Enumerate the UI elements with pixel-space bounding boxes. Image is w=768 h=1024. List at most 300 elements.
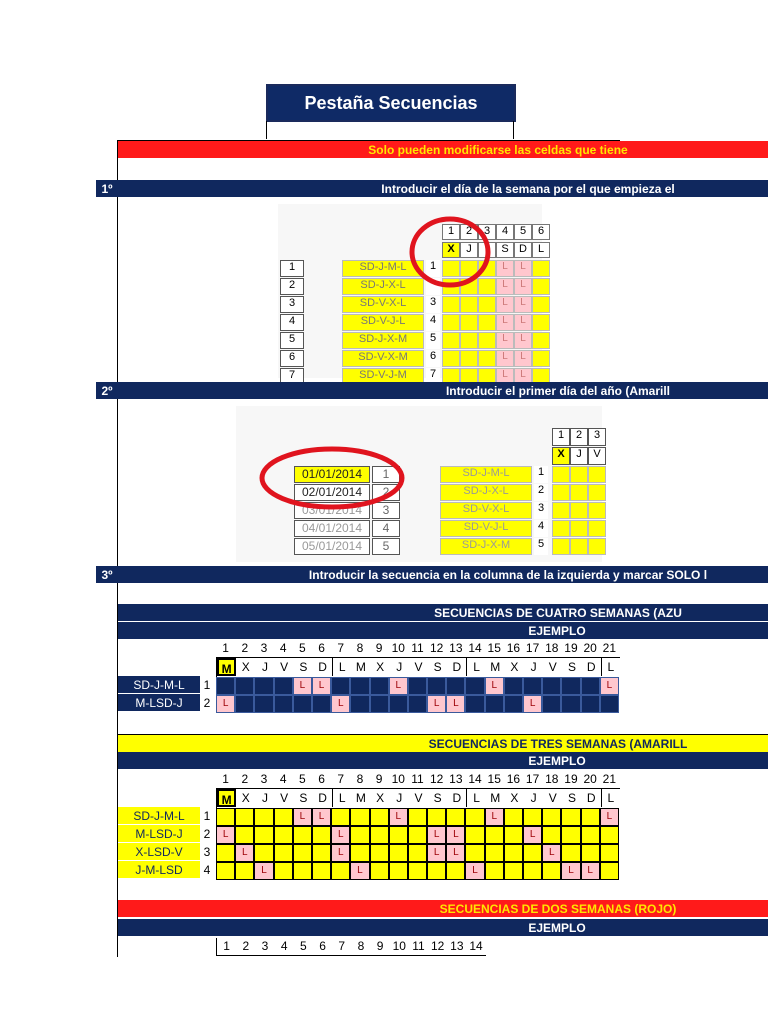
day-number: 17 (525, 772, 540, 786)
day-number: 2 (241, 772, 249, 786)
day-number: 8 (356, 641, 364, 655)
sequence-cell (504, 677, 523, 695)
sequence-cell (350, 844, 369, 862)
image-row-number: 5 (280, 332, 304, 349)
sequence-row (216, 826, 620, 844)
sequence-cell: L (446, 695, 465, 713)
step-number: 1º (96, 180, 118, 197)
day-number: 4 (280, 939, 288, 953)
image-sequence: SD-J-X-M (342, 332, 424, 349)
sequence-cell: L (216, 695, 235, 713)
day-number-row (216, 938, 486, 956)
image-col-day: J (460, 242, 478, 258)
image-cell: L (514, 278, 532, 295)
sequence-cell (350, 826, 369, 844)
sequence-cell (293, 844, 312, 862)
image-col-number: 1 (442, 224, 460, 240)
sequence-cell (312, 695, 331, 713)
image-sequence: SD-V-X-L (440, 502, 532, 519)
sequence-cell (446, 862, 465, 880)
sequence-cell: L (485, 677, 504, 695)
weekday-cell: S (567, 791, 576, 805)
day-number: 6 (319, 939, 326, 953)
day-number: 16 (506, 641, 521, 655)
day-number: 4 (279, 641, 287, 655)
sequence-cell (485, 862, 504, 880)
image-cell: L (496, 278, 514, 295)
weekday-cell: X (241, 791, 250, 805)
day-number: 4 (279, 772, 287, 786)
day-number: 7 (337, 641, 345, 655)
sequence-cell (389, 695, 408, 713)
sequence-cell (274, 695, 293, 713)
day-number: 6 (318, 772, 325, 786)
sequence-cell (370, 826, 389, 844)
sequence-cell: L (581, 862, 600, 880)
section-title: SECUENCIAS DE TRES SEMANAS (AMARILL (428, 736, 688, 751)
sequence-cell: L (427, 844, 446, 862)
day-number: 13 (449, 641, 463, 655)
sequence-cell (274, 808, 293, 826)
day-number: 11 (411, 772, 424, 786)
sequence-cell (542, 826, 561, 844)
sequence-cell (581, 844, 600, 862)
sequence-cell: L (389, 808, 408, 826)
sequence-cell (523, 808, 542, 826)
image-cell: L (496, 260, 514, 277)
red-circle-2 (236, 406, 602, 562)
sequence-number: 2 (203, 695, 211, 710)
day-number: 7 (338, 939, 346, 953)
image-date-index: 2 (372, 484, 400, 501)
day-number: 14 (468, 641, 482, 655)
weekday-cell: D (318, 791, 327, 805)
sequence-cell (581, 826, 600, 844)
sequence-cell (465, 695, 484, 713)
section-two-weeks-title (118, 900, 768, 917)
sequence-cell (542, 677, 561, 695)
section-title: SECUENCIAS DE DOS SEMANAS (ROJO) (439, 901, 677, 916)
sequence-label: M-LSD-J (118, 825, 200, 842)
day-number: 17 (525, 641, 540, 655)
step-number: 2º (96, 382, 118, 399)
sequence-cell (408, 862, 427, 880)
example-image-2 (236, 406, 602, 562)
sequence-cell (600, 862, 619, 880)
sequence-cell (485, 826, 504, 844)
weekday-cell: V (548, 791, 557, 805)
sequence-cell: L (331, 695, 350, 713)
weekday-cell: J (530, 791, 537, 805)
sequence-cell: L (312, 677, 331, 695)
image-cell: L (496, 368, 514, 385)
sequence-cell (542, 862, 561, 880)
image-sequence: SD-V-J-M (342, 368, 424, 385)
weekday-cell: V (280, 791, 289, 805)
image-index: 1 (534, 466, 548, 483)
sequence-cell (370, 677, 389, 695)
step-banner (118, 382, 768, 399)
example-label: EJEMPLO (528, 623, 586, 638)
sequence-cell (235, 826, 254, 844)
day-number: 19 (564, 641, 578, 655)
sequence-cell (274, 677, 293, 695)
weekday-cell: D (586, 660, 596, 674)
image-col-day: J (570, 447, 588, 465)
sequence-cell (312, 826, 331, 844)
sequence-cell (235, 695, 254, 713)
weekday-cell: X (510, 791, 519, 805)
sequence-cell (561, 844, 580, 862)
weekday-cell: S (433, 791, 442, 805)
image-index: 3 (426, 296, 440, 313)
day-number: 8 (356, 772, 364, 786)
four-weeks-calendar (133, 640, 620, 713)
weekday-cell: S (299, 660, 308, 674)
day-number: 7 (337, 772, 345, 786)
weekday-cell: V (414, 660, 423, 674)
sequence-cell (389, 862, 408, 880)
weekday-cell: J (261, 791, 268, 805)
image-sequence: SD-J-M-L (440, 466, 532, 483)
sequence-cell (427, 808, 446, 826)
image-index: 1 (426, 260, 440, 277)
image-index: 4 (426, 314, 440, 331)
sequence-cell: L (542, 844, 561, 862)
sequence-cell (446, 808, 465, 826)
sequence-cell (370, 695, 389, 713)
image-index: 5 (534, 538, 548, 555)
image-date: 05/01/2014 (294, 538, 370, 555)
weekday-cell: S (299, 791, 308, 805)
image-date: 01/01/2014 (294, 466, 370, 483)
image-cell: L (496, 314, 514, 331)
weekday-row (216, 788, 620, 808)
day-number: 18 (545, 772, 559, 786)
sequence-cell (254, 677, 273, 695)
day-number: 5 (300, 939, 307, 953)
day-number: 16 (506, 772, 521, 786)
sequence-cell (350, 808, 369, 826)
sequence-label: SD-J-M-L (118, 676, 200, 693)
sequence-cell (216, 808, 235, 826)
image-col-day: X (442, 242, 460, 258)
day-number: 3 (260, 772, 268, 786)
sequence-cell (504, 808, 523, 826)
day-number: 9 (375, 641, 383, 655)
sequence-cell: L (216, 826, 235, 844)
sequence-cell (370, 808, 389, 826)
step-text: Introducir la secuencia en la columna de la izquierda y marcar SOLO l (308, 567, 708, 582)
sequence-cell (235, 862, 254, 880)
weekday-cell: V (548, 660, 557, 674)
image-index: 4 (534, 520, 548, 537)
image-col-number: 5 (514, 224, 532, 240)
sequence-cell (293, 826, 312, 844)
image-index: 6 (426, 350, 440, 367)
sequence-cell (389, 826, 408, 844)
title-subcell (266, 121, 514, 139)
weekday-cell: M (490, 660, 501, 674)
image-sequence: SD-V-J-L (440, 520, 532, 537)
sequence-cell: L (446, 826, 465, 844)
weekday-cell: M (355, 791, 366, 805)
weekday-cell: V (414, 791, 423, 805)
sequence-cell (446, 677, 465, 695)
day-number-row (216, 640, 620, 657)
sequence-cell (274, 826, 293, 844)
sequence-label: X-LSD-V (118, 843, 200, 860)
step-text: Introducir el día de la semana por el que empieza el (381, 181, 675, 196)
weekday-cell: M (217, 789, 236, 807)
sequence-cell (561, 695, 580, 713)
sequence-cell: L (446, 844, 465, 862)
weekday-cell: J (396, 660, 403, 674)
image-row-number: 4 (280, 314, 304, 331)
weekday-cell: M (490, 791, 501, 805)
sequence-cell (408, 695, 427, 713)
sequence-cell (504, 862, 523, 880)
image-col-day: L (532, 242, 550, 258)
sequence-cell (427, 677, 446, 695)
sequence-number: 1 (203, 677, 211, 692)
sequence-cell: L (427, 695, 446, 713)
sequence-cell (561, 677, 580, 695)
image-col-number: 2 (570, 428, 588, 446)
step-text: Introducir el primer día del año (Amarill (445, 383, 671, 398)
day-number: 2 (241, 641, 249, 655)
sequence-cell: L (389, 677, 408, 695)
sequence-cell (293, 695, 312, 713)
day-number: 11 (412, 939, 425, 953)
image-index: 3 (534, 502, 548, 519)
image-date-index: 5 (372, 538, 400, 555)
day-number: 10 (392, 939, 406, 953)
sequence-cell (312, 844, 331, 862)
image-cell: L (514, 332, 532, 349)
sequence-cell (504, 695, 523, 713)
day-number: 18 (545, 641, 559, 655)
sequence-row (216, 677, 620, 695)
sequence-cell (600, 695, 619, 713)
notice-banner (118, 141, 768, 158)
sequence-cell (408, 808, 427, 826)
day-number: 11 (411, 641, 424, 655)
weekday-cell: X (510, 660, 519, 674)
weekday-cell: L (466, 658, 485, 676)
weekday-cell: L (332, 658, 351, 676)
sequence-cell (485, 844, 504, 862)
image-cell: L (496, 296, 514, 313)
sequence-cell: L (293, 808, 312, 826)
weekday-cell: D (586, 791, 596, 805)
sequence-cell (254, 844, 273, 862)
day-number: 14 (468, 772, 482, 786)
image-index: 5 (426, 332, 440, 349)
day-number: 1 (222, 641, 229, 655)
image-sequence: SD-V-J-L (342, 314, 424, 331)
image-cell: L (514, 296, 532, 313)
sequence-cell (274, 844, 293, 862)
section-four-weeks-title (118, 604, 768, 621)
example-label: EJEMPLO (528, 753, 586, 768)
image-sequence: SD-J-X-L (440, 484, 532, 501)
weekday-cell: S (567, 660, 576, 674)
sequence-cell: L (465, 862, 484, 880)
weekday-cell: D (452, 791, 462, 805)
sequence-cell (561, 808, 580, 826)
sequence-cell: L (523, 695, 542, 713)
red-circle-1 (278, 204, 542, 378)
image-col-day: S (496, 242, 514, 258)
day-number: 13 (449, 772, 463, 786)
sequence-row (216, 862, 620, 880)
sequence-cell (389, 844, 408, 862)
sequence-cell (254, 808, 273, 826)
sequence-cell (523, 677, 542, 695)
sequence-cell (600, 844, 619, 862)
page-title (266, 84, 516, 122)
day-number: 3 (261, 939, 269, 953)
sequence-row (216, 695, 620, 713)
day-number: 8 (357, 939, 365, 953)
weekday-cell: M (355, 660, 366, 674)
image-cell: L (514, 260, 532, 277)
step-banner (118, 566, 768, 583)
day-number: 10 (391, 772, 405, 786)
weekday-cell: X (241, 660, 250, 674)
example-label: EJEMPLO (528, 920, 586, 935)
weekday-cell: X (376, 660, 385, 674)
sequence-cell (331, 808, 350, 826)
day-number: 6 (318, 641, 325, 655)
sequence-cell (465, 826, 484, 844)
section-three-weeks-title (118, 734, 768, 752)
step-banner (118, 180, 768, 197)
image-sequence: SD-J-X-L (342, 278, 424, 295)
image-cell: L (514, 350, 532, 367)
sequence-cell (408, 677, 427, 695)
example-header (118, 622, 768, 639)
day-number-row (216, 771, 620, 788)
day-number: 19 (564, 772, 578, 786)
day-number: 21 (602, 641, 617, 655)
image-col-number: 3 (478, 224, 496, 240)
image-date: 03/01/2014 (294, 502, 370, 519)
image-date: 04/01/2014 (294, 520, 370, 537)
image-cell: L (496, 332, 514, 349)
image-date-index: 4 (372, 520, 400, 537)
sequence-cell (504, 844, 523, 862)
sequence-cell (235, 677, 254, 695)
page-title-text: Pestaña Secuencias (304, 92, 478, 113)
sequence-cell (216, 862, 235, 880)
image-col-day: V (588, 447, 606, 465)
sequence-cell (465, 808, 484, 826)
sequence-cell (485, 695, 504, 713)
sequence-label: SD-J-M-L (118, 807, 200, 824)
sequence-cell (408, 844, 427, 862)
image-row-number: 3 (280, 296, 304, 313)
weekday-cell: L (466, 789, 485, 807)
day-number: 13 (450, 939, 464, 953)
day-number: 1 (223, 939, 230, 953)
section-title: SECUENCIAS DE CUATRO SEMANAS (AZU (434, 605, 682, 620)
sequence-cell: L (331, 844, 350, 862)
day-number: 12 (430, 939, 445, 953)
weekday-cell: L (332, 789, 351, 807)
day-number: 20 (583, 641, 597, 655)
weekday-cell: J (530, 660, 537, 674)
image-col-day: X (552, 447, 570, 465)
sequence-cell (293, 862, 312, 880)
sequence-cell (542, 808, 561, 826)
image-sequence: SD-V-X-L (342, 296, 424, 313)
example-header (118, 752, 768, 769)
sequence-row (216, 808, 620, 826)
weekday-row (216, 657, 620, 677)
sequence-cell (254, 826, 273, 844)
image-date-index: 3 (372, 502, 400, 519)
sequence-cell: L (254, 862, 273, 880)
sequence-cell (465, 844, 484, 862)
sequence-cell (581, 695, 600, 713)
day-number: 12 (429, 641, 444, 655)
day-number: 15 (487, 641, 501, 655)
sequence-row (216, 844, 620, 862)
example-header (118, 919, 768, 936)
sequence-number: 3 (203, 844, 211, 859)
sequence-cell: L (485, 808, 504, 826)
example-image-1 (278, 204, 545, 381)
image-col-number: 1 (552, 428, 570, 446)
sequence-cell: L (331, 826, 350, 844)
sequence-cell (216, 677, 235, 695)
sequence-cell (561, 826, 580, 844)
two-weeks-calendar (216, 938, 486, 956)
image-date: 02/01/2014 (294, 484, 370, 501)
image-cell: L (514, 314, 532, 331)
sequence-cell (350, 695, 369, 713)
sequence-cell: L (235, 844, 254, 862)
image-col-number: 4 (496, 224, 514, 240)
sequence-cell (581, 808, 600, 826)
sequence-cell: L (600, 808, 619, 826)
sequence-cell (370, 862, 389, 880)
sequence-cell (216, 844, 235, 862)
weekday-cell: L (601, 658, 620, 676)
sequence-cell (427, 862, 446, 880)
sequence-cell (581, 677, 600, 695)
sequence-cell (331, 677, 350, 695)
step-number: 3º (96, 566, 118, 583)
sequence-cell: L (427, 826, 446, 844)
day-number: 10 (391, 641, 405, 655)
sequence-cell: L (312, 808, 331, 826)
three-weeks-calendar (133, 771, 620, 880)
image-cell: L (514, 368, 532, 385)
image-col-number: 3 (588, 428, 606, 446)
notice-text: Solo pueden modificarse las celdas que tiene (368, 142, 628, 157)
sequence-cell (465, 677, 484, 695)
image-row-number: 7 (280, 368, 304, 385)
day-number: 2 (242, 939, 250, 953)
weekday-cell: J (396, 791, 403, 805)
sequence-cell: L (523, 826, 542, 844)
weekday-cell: J (261, 660, 268, 674)
image-row-number: 6 (280, 350, 304, 367)
weekday-cell: X (376, 791, 385, 805)
